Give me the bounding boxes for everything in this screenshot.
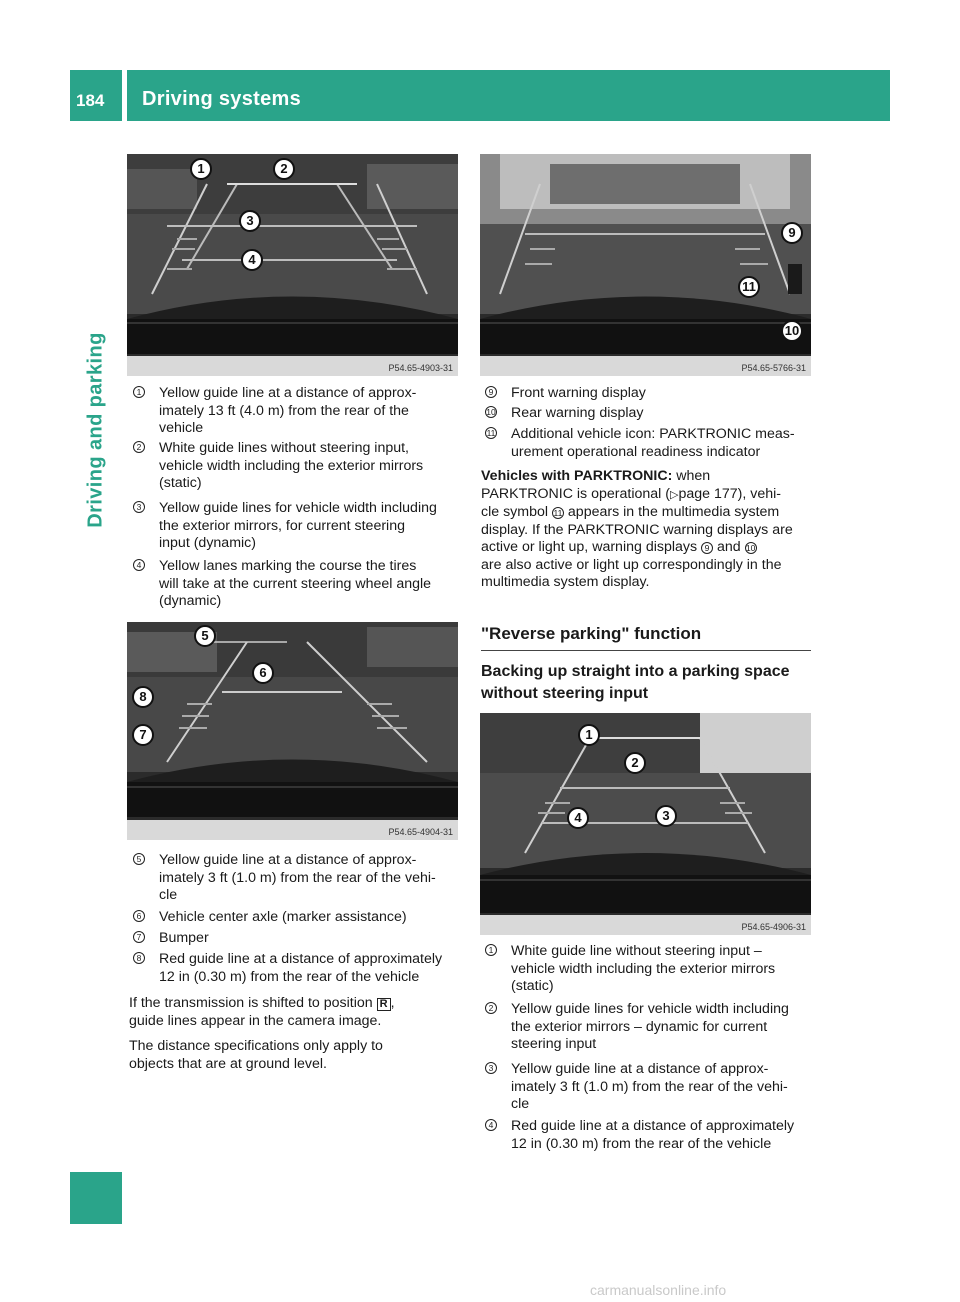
- item-marker: 8: [133, 952, 145, 964]
- rear-camera-figure-guide-lines: [127, 154, 458, 376]
- section-title: Driving systems: [142, 88, 302, 110]
- figure-marker-5: 5: [194, 625, 216, 647]
- item-marker: 3: [133, 501, 145, 513]
- item-marker: 4: [485, 1119, 497, 1131]
- list-item: 11 Additional vehicle icon: PARKTRONIC meas- urement operational readiness indicator: [486, 426, 795, 460]
- list-item: 6 Vehicle center axle (marker assistance): [133, 909, 463, 927]
- footer-watermark: carmanualsonline.info: [590, 1282, 727, 1298]
- side-tab-marker: [70, 1172, 122, 1224]
- list-item: 5 Yellow guide line at a distance of approx- imately 3 ft (1.0 m) from the rear of the vehi- cle: [133, 852, 463, 905]
- figure-marker-2: 2: [624, 752, 646, 774]
- page-reference-arrow-icon: ▷: [669, 488, 679, 501]
- figure-marker-1: 1: [578, 724, 600, 746]
- item-marker: 6: [133, 910, 145, 922]
- list-item: 7 Bumper: [133, 930, 463, 948]
- figure-marker-3: 3: [239, 210, 261, 232]
- list-item: 3 Yellow guide lines for vehicle width including the exterior mirrors, for current steering input (dynamic): [133, 500, 463, 553]
- symbol-marker-11: 11: [553, 508, 563, 518]
- figure-marker-3: 3: [655, 805, 677, 827]
- item-marker: 9: [485, 386, 497, 398]
- figure-code: P54.65-5766-31: [741, 363, 806, 373]
- figure-marker-7: 7: [132, 724, 154, 746]
- list-item: 10 Rear warning display: [486, 405, 644, 421]
- paragraph-parktronic: Vehicles with PARKTRONIC: when PARKTRONIC is operational (▷page 177), vehi- cle symbol 11 appears in the multimedia system display. If the PARKTRONIC warning displays are active or light up, warning displays 9 and 10 are also active or light up correspondingly in the multimedia system display.: [481, 468, 793, 590]
- list-item: 2 White guide lines without steering input, vehicle width including the exterior mirrors (static): [133, 440, 463, 493]
- figure-code: P54.65-4903-31: [388, 363, 453, 373]
- paragraph-distance-note: The distance specifications only apply to objects that are at ground level.: [129, 1038, 383, 1072]
- page-reference-link[interactable]: page 177), vehi-: [678, 485, 781, 502]
- list-item: 2 Yellow guide lines for vehicle width including the exterior mirrors – dynamic for current steering input: [485, 1001, 815, 1054]
- list-item: 9 Front warning display: [485, 385, 815, 403]
- heading-backing-up: Backing up straight into a parking space without steering input: [481, 663, 790, 702]
- figure-marker-9: 9: [781, 222, 803, 244]
- item-marker: 7: [133, 931, 145, 943]
- reverse-gear-symbol: R: [377, 998, 391, 1011]
- side-tab-label: Driving and parking: [84, 332, 107, 528]
- figure-marker-10: 10: [781, 320, 803, 342]
- list-item: 3 Yellow guide line at a distance of approx- imately 3 ft (1.0 m) from the rear of the vehi- cle: [485, 1061, 815, 1114]
- page-number: 184: [76, 91, 105, 110]
- item-marker: 11: [486, 428, 496, 438]
- figure-marker-1: 1: [190, 158, 212, 180]
- figure-code: P54.65-4904-31: [388, 827, 453, 837]
- item-marker: 2: [133, 441, 145, 453]
- rear-camera-figure-backing-up: [480, 713, 811, 935]
- list-item: 4 Red guide line at a distance of approximately 12 in (0.30 m) from the rear of the vehicle: [485, 1118, 815, 1153]
- paragraph-gear-position: If the transmission is shifted to position R , guide lines appear in the camera image.: [129, 995, 395, 1029]
- list-item: 1 White guide line without steering input – vehicle width including the exterior mirrors (static): [485, 943, 815, 996]
- list-item: 4 Yellow lanes marking the course the tires will take at the current steering wheel angle (dynamic): [133, 558, 463, 611]
- figure-marker-11: 11: [738, 276, 760, 298]
- heading-reverse-parking: "Reverse parking" function: [481, 624, 702, 643]
- rear-camera-figure-bumper: [127, 622, 458, 840]
- item-marker: 1: [133, 386, 145, 398]
- list-item: 1 Yellow guide line at a distance of approx- imately 13 ft (4.0 m) from the rear of the vehicle: [133, 385, 463, 438]
- figure-marker-4: 4: [241, 249, 263, 271]
- list-item: 8 Red guide line at a distance of approximately 12 in (0.30 m) from the rear of the vehicle: [133, 951, 463, 986]
- item-marker: 4: [133, 559, 145, 571]
- item-marker: 1: [485, 944, 497, 956]
- item-marker: 5: [133, 853, 145, 865]
- symbol-marker-9: 9: [701, 542, 713, 554]
- figure-code: P54.65-4906-31: [741, 922, 806, 932]
- figure-marker-6: 6: [252, 662, 274, 684]
- heading-underline: [481, 650, 811, 651]
- figure-marker-2: 2: [273, 158, 295, 180]
- item-marker: 3: [485, 1062, 497, 1074]
- figure-marker-4: 4: [567, 807, 589, 829]
- symbol-marker-10: 10: [745, 543, 756, 553]
- figure-marker-8: 8: [132, 686, 154, 708]
- rear-camera-figure-parktronic: [480, 154, 811, 376]
- item-marker: 10: [486, 407, 496, 417]
- item-marker: 2: [485, 1002, 497, 1014]
